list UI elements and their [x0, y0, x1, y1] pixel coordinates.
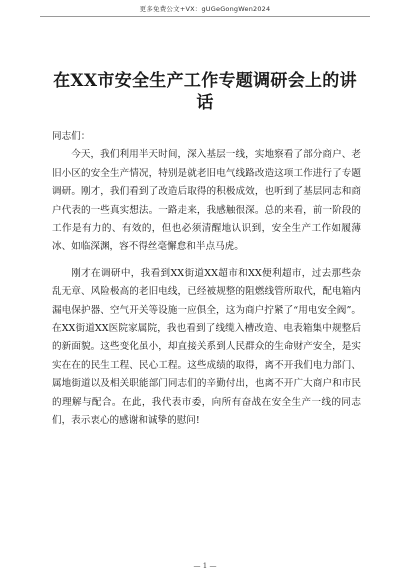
document-body	[52, 128, 361, 431]
header-note: 更多免费公文+VX：gUGeGongWen2024	[139, 5, 271, 13]
header-divider	[40, 16, 370, 17]
salutation: 同志们：	[52, 131, 91, 142]
document-title: 在XX市安全生产工作专题调研会上的讲话	[53, 71, 357, 113]
paragraph-2: 刚才在调研中，我看到XX街道XX超市和XX便利超市，过去那些杂乱无章、风险极高的老旧电线，已经被规整的阻燃线管所取代，配电箱内漏电保护器、空气开关等设施一应俱全，这为商户拧紧了“用电安全阀”。在XX街道XX医院家属院，我也看到了线缆入槽改造、电表箱集中规整后的新面貌。这些变化虽小，却直接关系到人民群众的生命财产安全，是实实在在的民生工程、民心工程。这些成绩的取得，离不开我们电力部门、属地街道以及相关职能部门同志们的辛勤付出，也离不开广大商户和市民的理解与配合。在此，我代表市委，向所有奋战在安全生产一线的同志们，表示衷心的感谢和诚挚的慰问!	[52, 267, 361, 427]
paragraph-1: 今天，我们利用半天时间，深入基层一线，实地察看了部分商户、老旧小区的安全生产情况，特别是就老旧电气线路改造这项工作进行了专题调研。刚才，我们看到了改造后取得的积极成效，也听到了基层同志和商户代表的一些真实想法。一路走来，我感触很深。总的来看，前一阶段的工作是有力的、有效的，但也必须清醒地认识到，安全生产工作如履薄冰、如临深渊，容不得丝毫懈怠和半点马虎。	[52, 149, 361, 253]
page-number: — 1 —	[193, 562, 217, 570]
